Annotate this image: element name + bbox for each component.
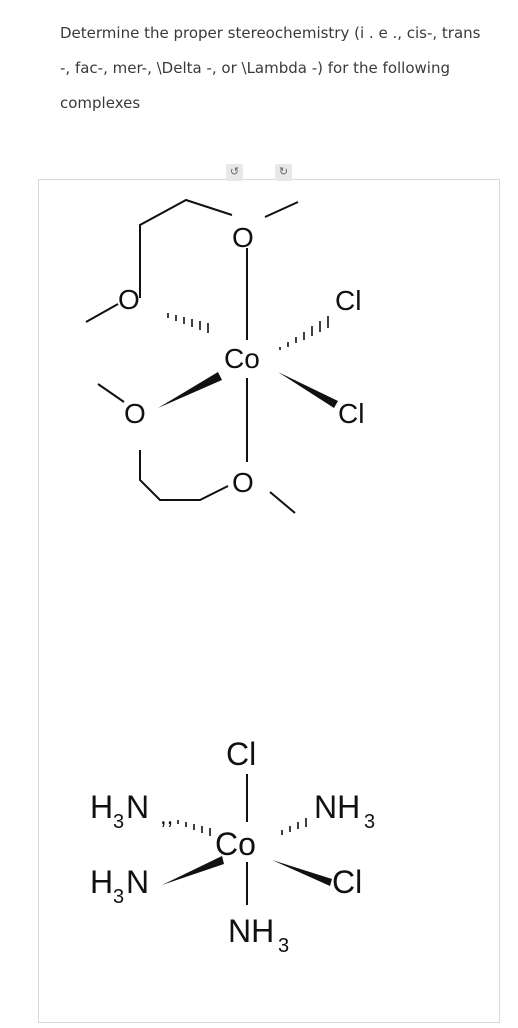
oxygen-top: O — [232, 222, 254, 253]
rotate-right-icon[interactable]: ↻ — [275, 164, 292, 181]
svg-text:3: 3 — [113, 886, 125, 908]
hashed-bond-left — [168, 313, 208, 333]
ammine-right — [314, 789, 375, 833]
methyl-bond-bottom — [270, 492, 295, 513]
ammine-left-lower — [90, 864, 149, 908]
methyl-bond-top — [265, 202, 298, 217]
complex-1 — [86, 200, 298, 513]
svg-text:H: H — [90, 789, 114, 825]
question-line-2: -, fac-, mer-, \Delta -, or \Lambda -) for the following — [60, 59, 450, 77]
svg-text:NH: NH — [228, 913, 275, 949]
svg-text:3: 3 — [113, 811, 125, 833]
svg-text:H: H — [90, 864, 114, 900]
chloride-top: Cl — [226, 736, 257, 772]
hashed-bond-right — [280, 316, 328, 350]
chloride-lower: Cl — [338, 398, 365, 429]
cobalt-2: Co — [215, 826, 256, 862]
svg-text:N: N — [126, 864, 150, 900]
wedge-bond-right-cl — [278, 372, 338, 408]
chloride-right: Cl — [332, 864, 363, 900]
oxygen-bottom: O — [232, 467, 254, 498]
chelate-top-backbone — [140, 200, 232, 298]
question-line-3: complexes — [60, 94, 141, 112]
question-line-1: Determine the proper stereochemistry (i . e ., cis-, trans — [60, 24, 481, 42]
rotate-left-icon[interactable]: ↺ — [226, 164, 243, 181]
methyl-bond-left — [86, 304, 118, 322]
svg-text:N: N — [126, 789, 150, 825]
oxygen-left: O — [118, 284, 140, 315]
wedge-bond-left-o — [158, 372, 222, 408]
chloride-upper: Cl — [335, 285, 362, 316]
chelate-bottom-backbone — [140, 450, 228, 500]
svg-text:3: 3 — [278, 935, 290, 957]
oxygen-lower-left: O — [124, 398, 146, 429]
hash-tick-left: ,, — [160, 803, 174, 830]
methyl-bond-lower-left — [98, 384, 124, 402]
wedge-bond-cl-right — [272, 860, 332, 886]
ammine-bottom — [228, 913, 289, 957]
svg-text:3: 3 — [364, 811, 376, 833]
svg-text:NH: NH — [314, 789, 361, 825]
hashed-bond-nh3-right — [282, 818, 306, 835]
cobalt-1: Co — [224, 343, 260, 374]
ammine-left-upper — [90, 789, 149, 833]
hashed-bond-h3n — [178, 820, 210, 836]
